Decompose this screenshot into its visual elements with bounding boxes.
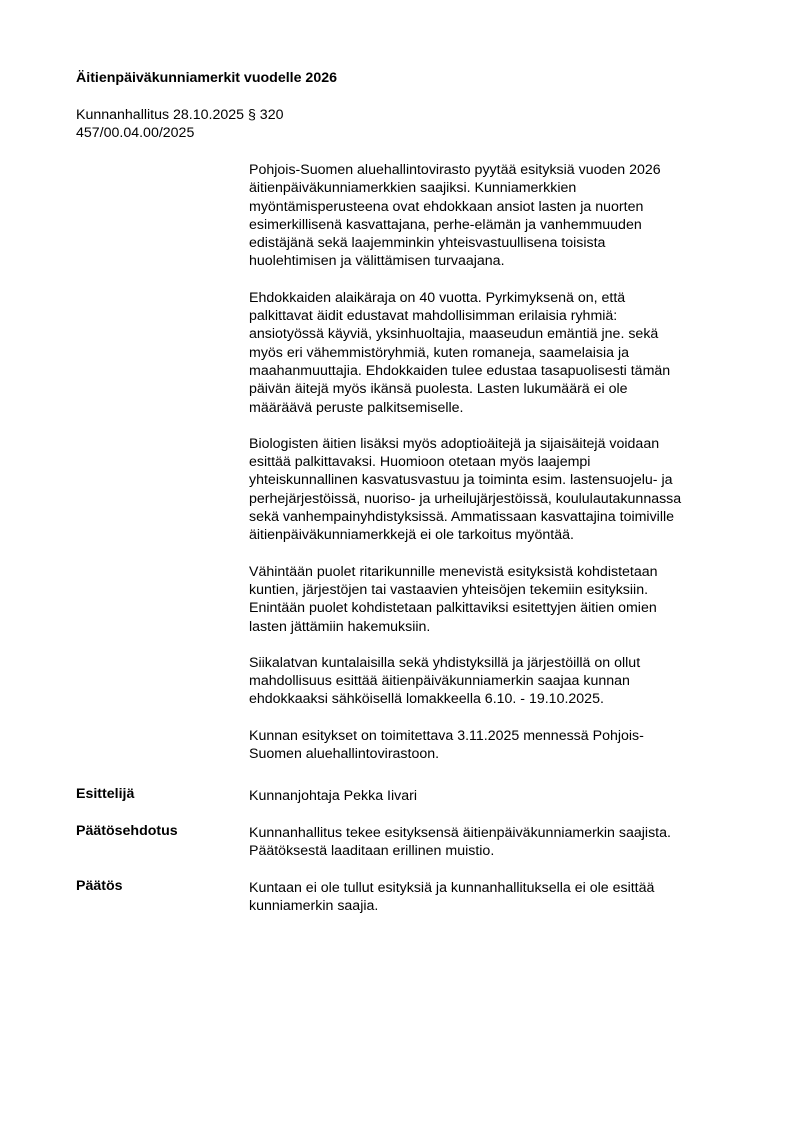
presenter-text: Kunnanjohtaja Pekka Iivari	[249, 788, 417, 804]
paragraph-deadline: Kunnan esitykset on toimitettava 3.11.2025 mennessä Pohjois- Suomen aluehallintovirastoon.	[249, 727, 644, 763]
paragraph-nominations: Siikalatvan kuntalaisilla sekä yhdistyksillä ja järjestöillä on ollut mahdollisuus esittää äitienpäiväkunniamerkin saajaa kunnan ehdokkaaksi sähköisellä lomakkeella 6.10. - 19.10.2025.	[249, 654, 641, 708]
record-number: 457/00.04.00/2025	[76, 125, 195, 141]
paragraph-criteria: Ehdokkaiden alaikäraja on 40 vuotta. Pyrkimyksenä on, että palkittavat äidit edustavat mahdollisimman erilaisia ryhmiä: ansiotyössä käyviä, yksinhuoltajia, maaseudun emäntiä jne. sekä myös eri vähemmistöryhmiä, kuten romaneja, saamelaisia ja maahanmuuttajia. Ehdokkaiden tulee edustaa tasapuolisesti tämän päivän äitejä myös ikänsä puolesta. Lasten lukumäärä ei ole määräävä peruste palkitsemiselle.	[249, 289, 671, 416]
meeting-reference: Kunnanhallitus 28.10.2025 § 320	[76, 107, 284, 123]
paragraph-distribution: Vähintään puolet ritarikunnille menevistä esityksistä kohdistetaan kuntien, järjestöjen tai vastaavien yhteisöjen tekemiin esityksiin. Enintään puolet kohdistetaan palkittaviksi esitettyjen äitien omien lasten jättämiin hakemuksiin.	[249, 563, 658, 635]
section-label: Päätösehdotus	[76, 823, 178, 839]
decision-text: Kuntaan ei ole tullut esityksiä ja kunnanhallituksella ei ole esittää kunniamerkin saajia.	[249, 880, 655, 915]
meeting-meta	[76, 106, 283, 142]
proposal-text: Kunnanhallitus tekee esityksensä äitienpäiväkunniamerkin saajista. Päätöksestä laaditaan erillinen muistio.	[249, 825, 671, 860]
paragraph-request: Pohjois-Suomen aluehallintovirasto pyytää esityksiä vuoden 2026 äitienpäiväkunniamerkkien saajiksi. Kunniamerkkien myöntämisperusteena ovat ehdokkaan ansiot lasten ja nuorten esimerkillisenä kasvattajana, perhe-elämän ja vanhemmuuden edistäjänä sekä laajemminkin yhteisvastuullisena toisista huolehtimisen ja välittämisen turvaajana.	[249, 162, 661, 270]
document-body	[249, 161, 731, 781]
section-label: Esittelijä	[76, 786, 135, 802]
document-title: Äitienpäiväkunniamerkit vuodelle 2026	[76, 70, 337, 86]
paragraph-eligibility: Biologisten äitien lisäksi myös adoptioäitejä ja sijaisäitejä voidaan esittää palkittavaksi. Huomioon otetaan myös laajempi yhteiskunnallinen kasvatusvastuu ja toiminta esim. lastensuojelu- ja perhejärjestöissä, nuoriso- ja urheilujärjestöissä, koululautakunnassa sekä vanhempainyhdistyksissä. Ammatissaan kasvattajina toimiville äitienpäiväkunniamerkkejä ei ole tarkoitus myöntää.	[249, 435, 682, 544]
section-label: Päätös	[76, 878, 123, 894]
